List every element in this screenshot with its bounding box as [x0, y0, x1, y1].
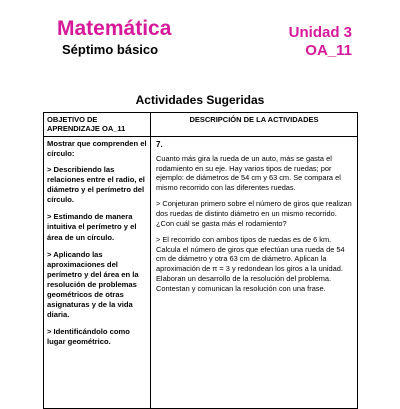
table-header-row [44, 113, 358, 137]
activity-paragraph: Cuanto más gira la rueda de un auto, más se gasta el rodamiento en su eje. Hay varios tipos de ruedas; por ejemplo: de diámetros de 54 cm y 63 cm. Se compara el mismo recorrido con las diferentes ruedas. [156, 153, 341, 193]
table-row [44, 136, 358, 408]
column-header-objective: OBJETIVO DE APRENDIZAJE OA_11 [44, 113, 151, 137]
objective-cell [44, 136, 151, 408]
activity-cell [151, 136, 358, 408]
unit-label: Unidad 3 [288, 24, 352, 41]
objective-item: > Estimando de manera intuitiva el perímetro y el área de un círculo. [47, 212, 137, 242]
objective-intro: Mostrar que comprenden el círculo: [47, 138, 147, 158]
subject-title: Matemática [57, 17, 172, 40]
grade-label: Séptimo básico [62, 42, 159, 57]
objective-item: > Identificándolo como lugar geométrico. [47, 327, 130, 347]
activity-paragraph: > Conjeturan primero sobre el número de giros que realizan dos ruedas de distinto diámetro en un mismo recorrido. ¿Con cuál se gasta más el rodamiento? [156, 199, 352, 228]
activity-number: 7. [156, 139, 163, 149]
activity-paragraph: > El recorrido con ambos tipos de ruedas es de 6 km. Calcula el número de giros que efectúan una rueda de 54 cm de diámetro y otra 63 cm de diámetro. Aplican la aproximación de π = 3 y redondean los giros a la unidad. Elaboran un desarrollo de la resolución del problema. Contestan y comunican la resolución con una frase. [156, 234, 345, 293]
objective-item: > Describiendo las relaciones entre el radio, el diámetro y el perímetro del círculo. [47, 164, 145, 205]
section-title: Actividades Sugeridas [135, 93, 265, 107]
activities-table [43, 112, 358, 409]
objective-code: OA_11 [305, 42, 352, 59]
column-header-description: DESCRIPCIÓN DE LA ACTIVIDADES [151, 113, 358, 137]
objective-item: > Aplicando las aproximaciones del perímetro y del área en la resolución de problemas geométricos de otras asignaturas y de la vida diaria. [47, 249, 139, 320]
